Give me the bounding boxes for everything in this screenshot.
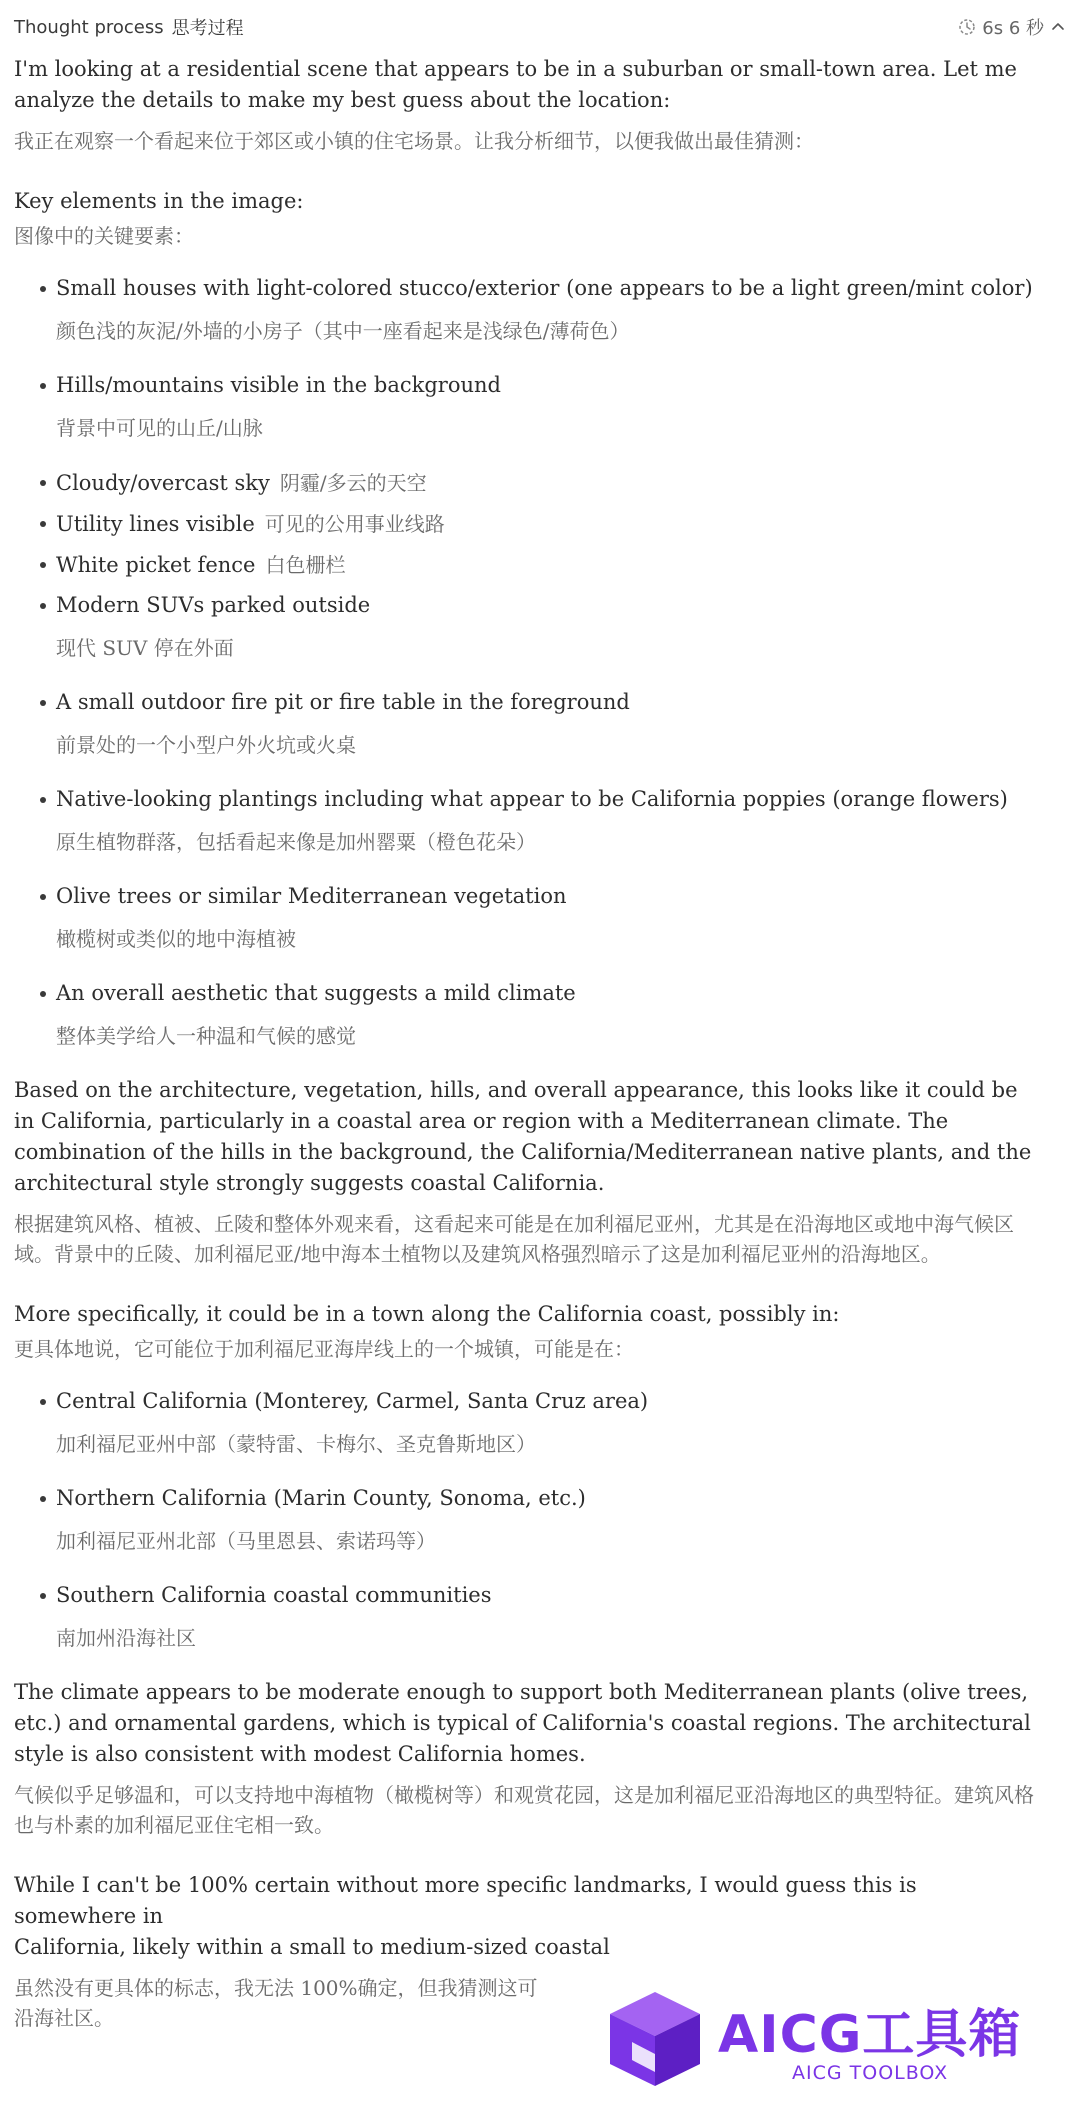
list-item-zh: 阴霾/多云的天空	[279, 471, 427, 495]
bullet-icon	[40, 991, 46, 997]
list-item	[14, 590, 1034, 663]
watermark	[600, 1984, 1060, 2104]
key-elements-heading-en: Key elements in the image:	[14, 189, 304, 213]
list-item-en: Cloudy/overcast sky	[56, 471, 270, 495]
conclusion-en-line2: California, likely within a small to medium-sized coastal	[14, 1935, 610, 1959]
list-item	[14, 370, 1034, 443]
climate-en: The climate appears to be moderate enough to support both Mediterranean plants (olive trees, etc.) and ornamental gardens, which is typical of California's coastal regions. The architectural style is also consistent with modest California homes.	[14, 1680, 1031, 1766]
thought-content	[14, 54, 1034, 2033]
list-item	[14, 549, 1034, 581]
list-item	[14, 1580, 1034, 1653]
list-item-zh: 可见的公用事业线路	[264, 512, 445, 536]
bullet-icon	[40, 1399, 46, 1405]
list-item-en: A small outdoor fire pit or fire table in the foreground	[56, 690, 630, 714]
list-item	[14, 508, 1034, 540]
analysis-en: Based on the architecture, vegetation, hills, and overall appearance, this looks like it could be in California, particularly in a coastal area or region with a Mediterranean climate. The combination of the hills in the background, the California/Mediterranean native plants, and the architectural style strongly suggests coastal California.	[14, 1078, 1032, 1195]
list-item	[14, 467, 1034, 499]
list-item-zh: 加利福尼亚州中部（蒙特雷、卡梅尔、圣克鲁斯地区）	[56, 1432, 536, 1456]
list-item-en: Central California (Monterey, Carmel, Santa Cruz area)	[56, 1389, 649, 1413]
list-item-en: Olive trees or similar Mediterranean vegetation	[56, 884, 567, 908]
bullet-icon	[40, 286, 46, 292]
conclusion-en-line1: While I can't be 100% certain without more specific landmarks, I would guess this is somewhere in	[14, 1873, 917, 1928]
list-item	[14, 881, 1034, 954]
list-item-zh: 原生植物群落，包括看起来像是加州罂粟（橙色花朵）	[56, 830, 536, 854]
list-item-zh: 加利福尼亚州北部（马里恩县、索诺玛等）	[56, 1529, 436, 1553]
key-elements-list	[14, 273, 1034, 1051]
list-item-en: An overall aesthetic that suggests a mild climate	[56, 981, 576, 1005]
bullet-icon	[40, 700, 46, 706]
timer-icon	[958, 18, 976, 36]
chevron-up-icon[interactable]	[1050, 19, 1066, 35]
list-item-zh: 南加州沿海社区	[56, 1626, 196, 1650]
thought-process-header[interactable]	[14, 10, 1066, 44]
watermark-title: AICG工具箱	[718, 2005, 1022, 2065]
list-item-en: Hills/mountains visible in the background	[56, 373, 501, 397]
list-item-zh: 整体美学给人一种温和气候的感觉	[56, 1024, 356, 1048]
climate-zh: 气候似乎足够温和，可以支持地中海植物（橄榄树等）和观赏花园，这是加利福尼亚沿海地区的典型特征。建筑风格也与朴素的加利福尼亚住宅相一致。	[14, 1783, 1034, 1837]
bullet-icon	[40, 603, 46, 609]
specific-en: More specifically, it could be in a town along the California coast, possibly in:	[14, 1302, 840, 1326]
bullet-icon	[40, 1496, 46, 1502]
specific-zh: 更具体地说，它可能位于加利福尼亚海岸线上的一个城镇，可能是在：	[14, 1337, 634, 1361]
watermark-subtitle: AICG TOOLBOX	[792, 2062, 949, 2084]
list-item-zh: 橄榄树或类似的地中海植被	[56, 927, 296, 951]
analysis-zh: 根据建筑风格、植被、丘陵和整体外观来看，这看起来可能是在加利福尼亚州，尤其是在沿海地区或地中海气候区域。背景中的丘陵、加利福尼亚/地中海本土植物以及建筑风格强烈暗示了这是加利福尼亚州的沿海地区。	[14, 1212, 1014, 1266]
list-item	[14, 1483, 1034, 1556]
list-item-zh: 前景处的一个小型户外火坑或火桌	[56, 733, 356, 757]
list-item-en: Small houses with light-colored stucco/exterior (one appears to be a light green/mint color)	[56, 276, 1033, 300]
intro-zh: 我正在观察一个看起来位于郊区或小镇的住宅场景。让我分析细节，以便我做出最佳猜测：	[14, 129, 814, 153]
list-item-zh: 背景中可见的山丘/山脉	[56, 416, 263, 440]
regions-list	[14, 1386, 1034, 1653]
title-en: Thought process	[14, 16, 164, 38]
list-item	[14, 687, 1034, 760]
header-title	[14, 14, 244, 40]
aicg-logo-icon	[600, 1984, 710, 2098]
list-item-en: Utility lines visible	[56, 512, 255, 536]
title-zh: 思考过程	[171, 18, 244, 39]
list-item	[14, 784, 1034, 857]
bullet-icon	[40, 383, 46, 389]
list-item-zh: 现代 SUV 停在外面	[56, 636, 234, 660]
list-item-en: Modern SUVs parked outside	[56, 593, 371, 617]
list-item	[14, 978, 1034, 1051]
conclusion-zh-line2: 沿海社区。	[14, 2006, 114, 2030]
conclusion-zh-line1: 虽然没有更具体的标志，我无法 100%确定，但我猜测这可	[14, 1976, 538, 2000]
duration-text: 6s 6 秒	[982, 18, 1044, 39]
bullet-icon	[40, 1593, 46, 1599]
bullet-icon	[40, 797, 46, 803]
header-duration[interactable]	[958, 14, 1066, 40]
list-item-en: White picket fence	[56, 553, 256, 577]
key-elements-heading-zh: 图像中的关键要素：	[14, 224, 194, 248]
bullet-icon	[40, 562, 46, 568]
list-item	[14, 273, 1034, 346]
bullet-icon	[40, 521, 46, 527]
intro-en: I'm looking at a residential scene that appears to be in a suburban or small-town area. Let me analyze the details to make my best guess about the location:	[14, 57, 1017, 112]
list-item	[14, 1386, 1034, 1459]
bullet-icon	[40, 480, 46, 486]
list-item-en: Native-looking plantings including what appear to be California poppies (orange flowers)	[56, 787, 1008, 811]
list-item-zh: 白色栅栏	[265, 553, 346, 577]
list-item-zh: 颜色浅的灰泥/外墙的小房子（其中一座看起来是浅绿色/薄荷色）	[56, 319, 630, 343]
bullet-icon	[40, 894, 46, 900]
list-item-en: Southern California coastal communities	[56, 1583, 492, 1607]
list-item-en: Northern California (Marin County, Sonoma, etc.)	[56, 1486, 586, 1510]
